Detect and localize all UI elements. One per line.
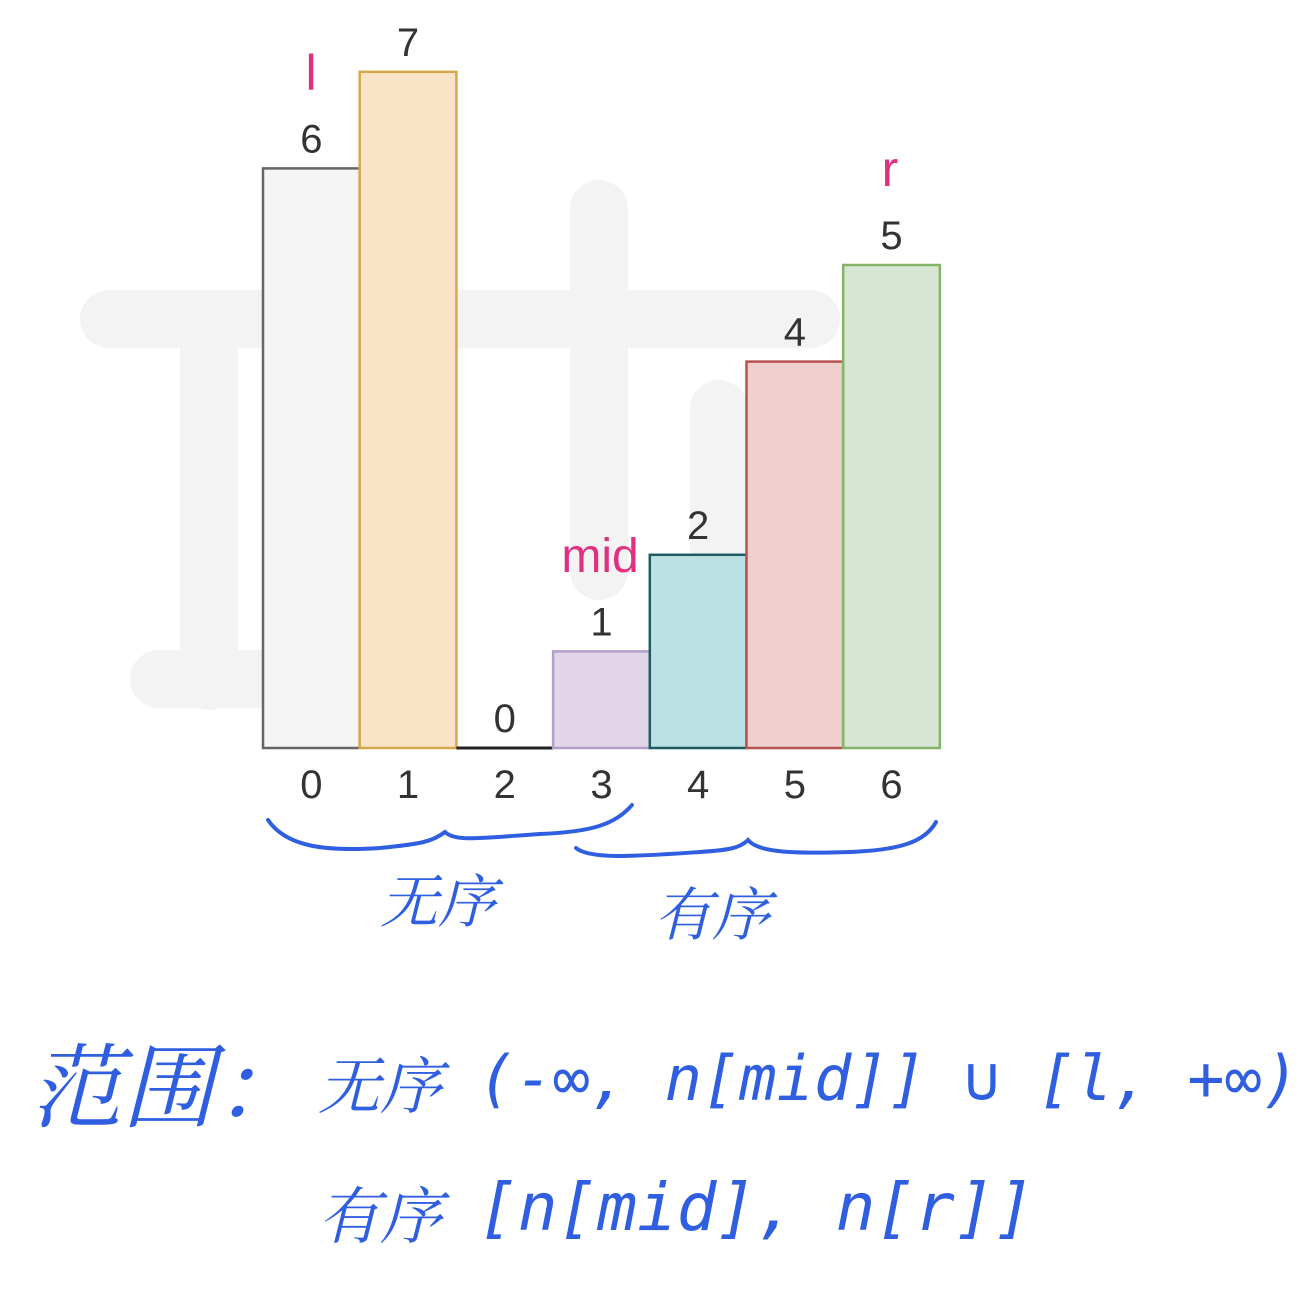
index-label-5: 5 <box>783 763 806 807</box>
value-label-4: 2 <box>687 503 710 548</box>
range-line2-label: 有序 <box>318 1180 443 1253</box>
range-line2-expr: [n[mid], n[r]] <box>478 1169 1035 1246</box>
index-label-0: 0 <box>300 763 323 807</box>
value-label-6: 5 <box>880 214 903 258</box>
bar-4 <box>650 555 747 748</box>
pointer-l-label: l <box>305 45 317 101</box>
range-line1-label: 无序 <box>318 1050 443 1123</box>
index-labels <box>300 763 902 807</box>
index-label-1: 1 <box>396 763 420 807</box>
value-label-0: 6 <box>300 117 323 162</box>
unsorted-brace <box>268 805 632 849</box>
sorted-brace <box>576 822 936 856</box>
unsorted-label: 无序 <box>379 868 497 936</box>
index-label-3: 3 <box>590 763 613 807</box>
range-line1-expr: (-∞, n[mid]] ∪ [l, +∞) <box>478 1042 1300 1115</box>
index-label-4: 4 <box>687 763 710 807</box>
index-label-2: 2 <box>493 763 516 807</box>
bar-5 <box>747 362 844 748</box>
value-label-1: 7 <box>396 20 420 65</box>
bar-6 <box>843 265 940 748</box>
bar-3 <box>553 651 650 748</box>
sorted-label: 有序 <box>653 881 771 949</box>
range-prefix: 范围： <box>30 1035 307 1142</box>
index-label-6: 6 <box>880 763 903 807</box>
pointer-r-label: r <box>881 141 899 197</box>
value-label-2: 0 <box>493 697 516 741</box>
value-label-3: 1 <box>590 600 613 645</box>
pointer-mid-label: mid <box>561 530 639 583</box>
value-label-5: 4 <box>783 310 806 355</box>
bar-0 <box>263 168 360 748</box>
bar-1 <box>360 72 457 748</box>
